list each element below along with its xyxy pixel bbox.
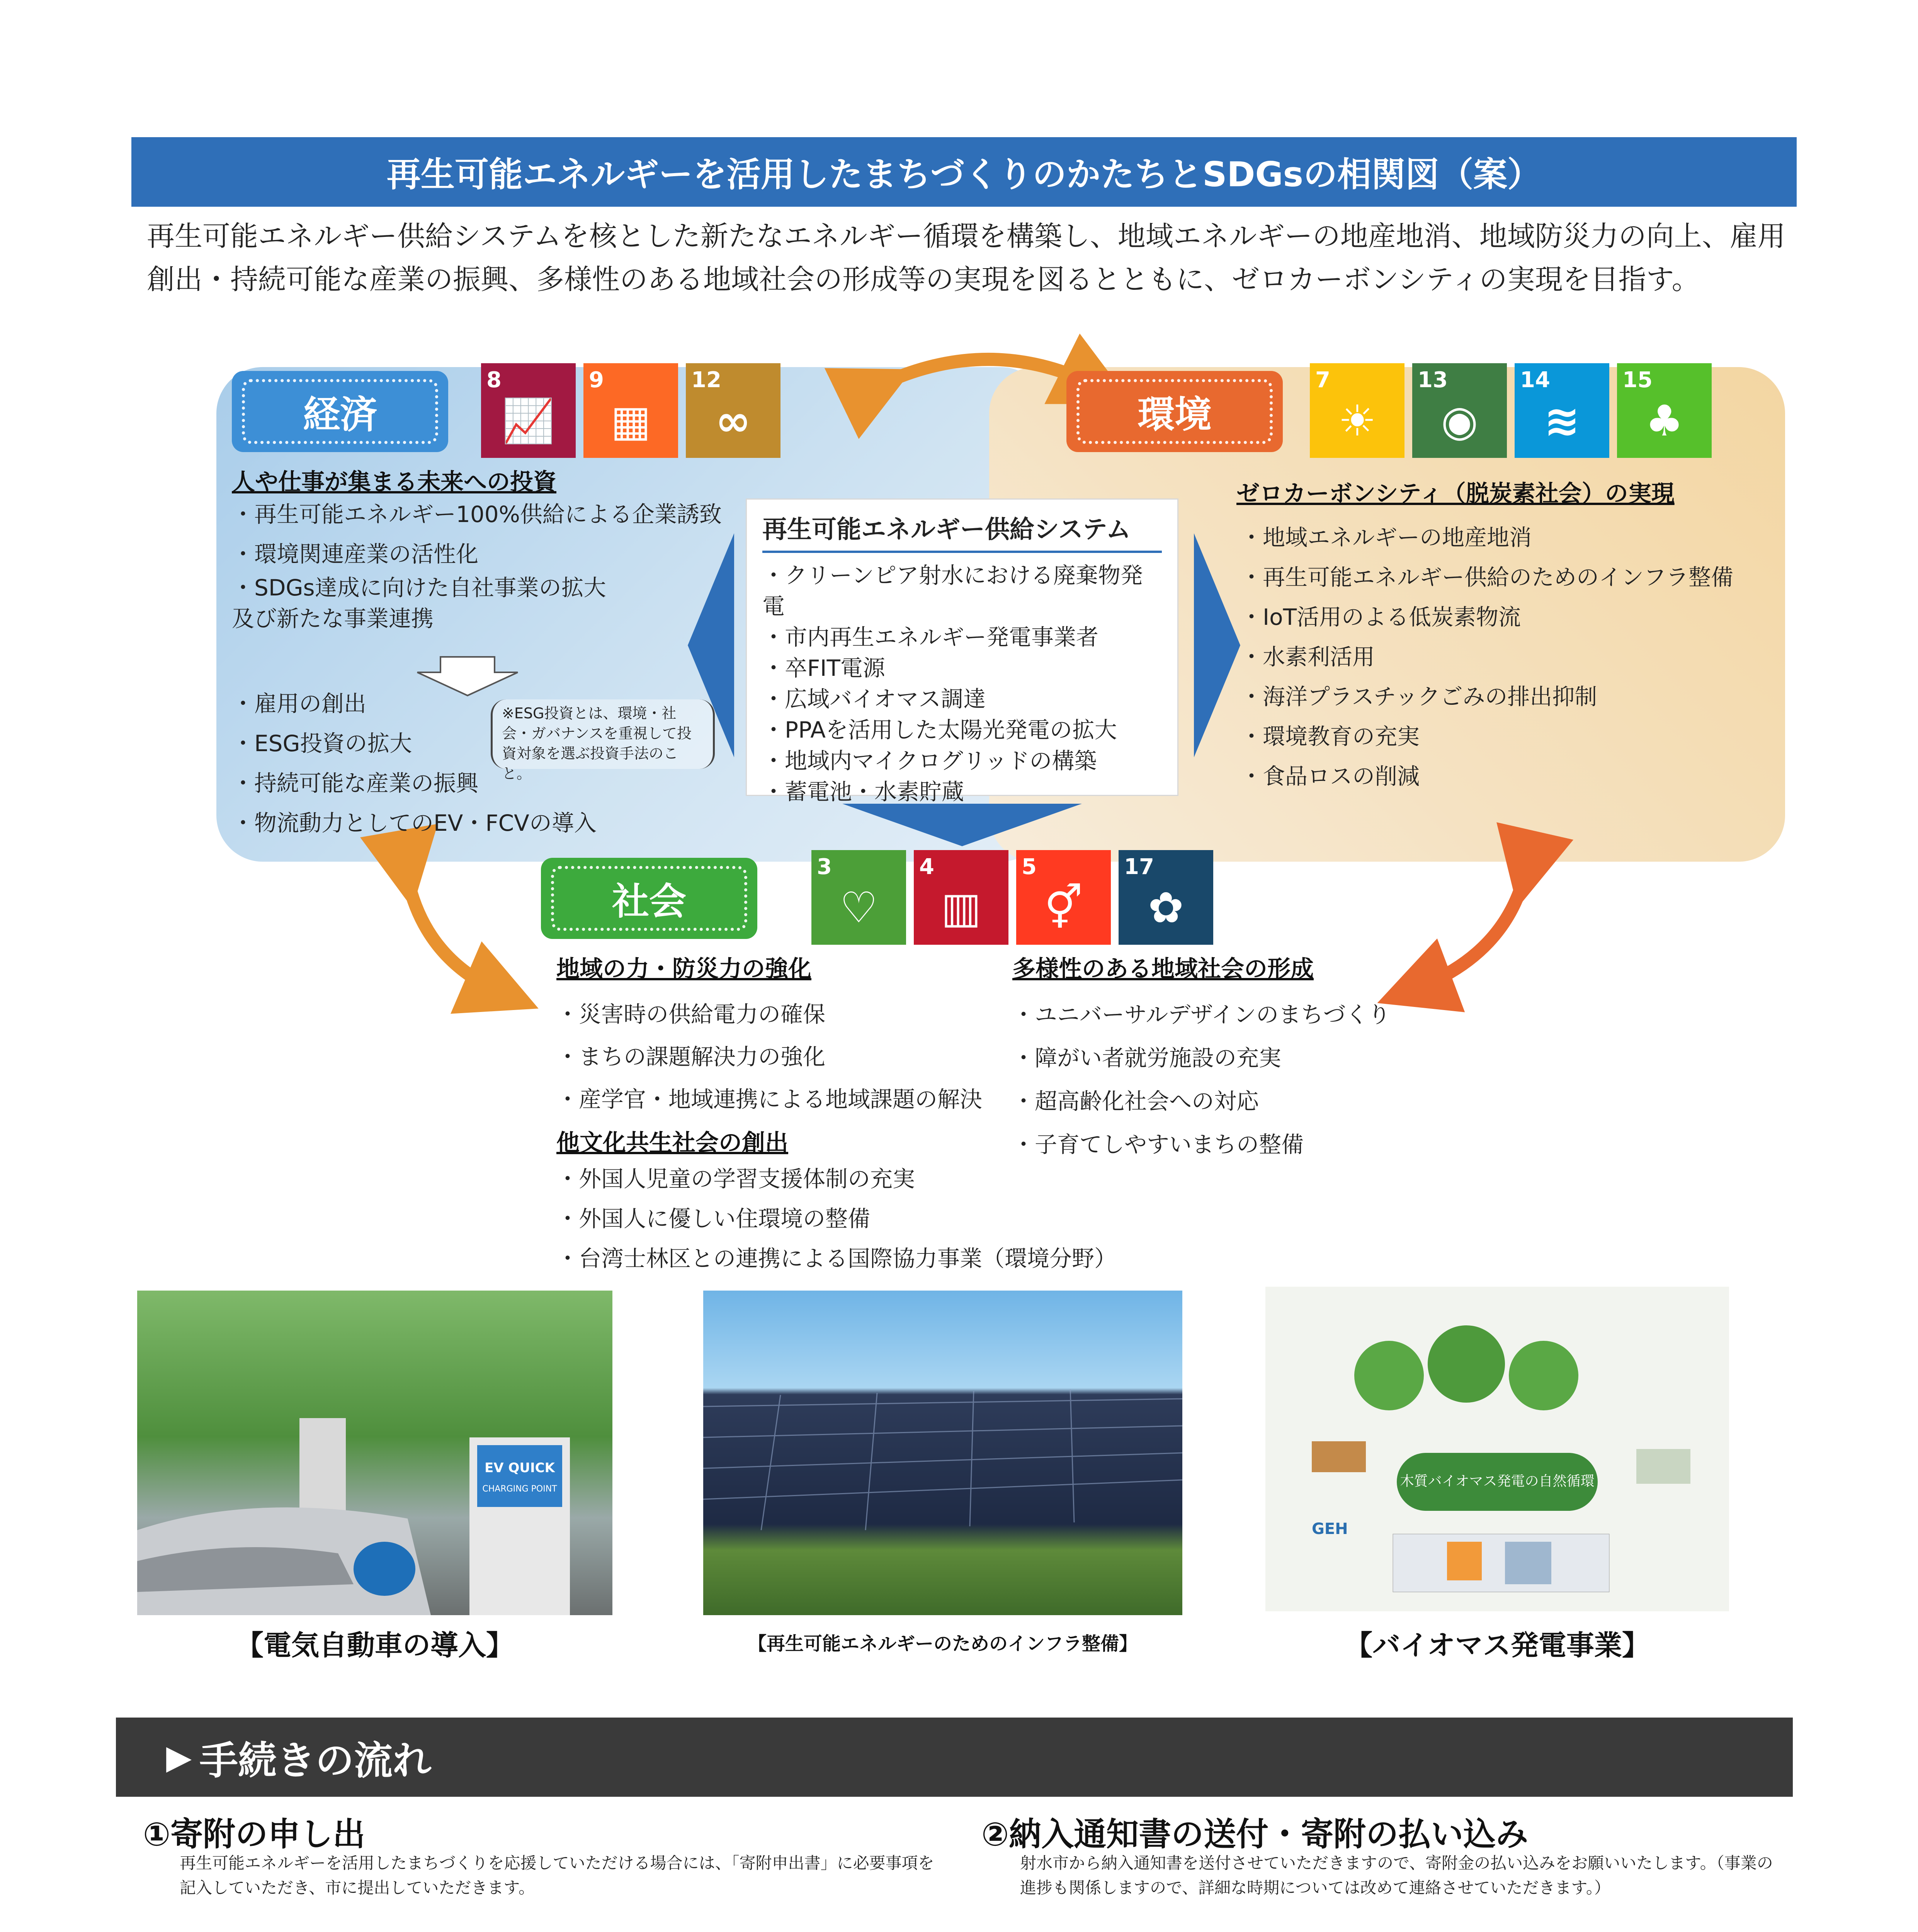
sdg-15-tile: 15 ♣ [1617, 363, 1712, 458]
procedure-header: ▶ 手続きの流れ [116, 1718, 1793, 1797]
society-list-3: ・ユニバーサルデザインのまちづくり ・障がい者就労施設の充実 ・超高齢化社会への対応 ・子育てしやすいまちの整備 [1012, 1002, 1391, 1158]
environment-heading: ゼロカーボンシティ（脱炭素社会）の実現 [1236, 480, 1675, 507]
sdg-9-tile: 9 ▦ [583, 363, 678, 458]
supply-system-box [746, 498, 1178, 805]
economy-tag: 経済 [232, 371, 448, 452]
economy-list-1: ・再生可能エネルギー100%供給による企業誘致 ・環境関連産業の活性化 ・SDGs達成に向けた自社事業の拡大 及び新たな事業連携 [232, 501, 722, 632]
step-2-title: ②納入通知書の送付・寄附の払い込み [981, 1815, 1529, 1853]
ev-sign-text: EV QUICK [485, 1460, 555, 1476]
economy-heading: 人や仕事が集まる未来への投資 [232, 469, 556, 496]
ev-illustration [137, 1291, 612, 1615]
biomass-diagram [1265, 1287, 1729, 1611]
esg-note: ※ESG投資とは、環境・社会・ガバナンスを重視して投資対象を選ぶ投資手法のこと。 [491, 699, 715, 769]
society-list-1: ・災害時の供給電力の確保 ・まちの課題解決力の強化 ・産学官・地域連携による地域課題の解決 [556, 1001, 983, 1112]
ev-sign-sub: CHARGING POINT [482, 1484, 557, 1494]
solar-photo [703, 1291, 1182, 1615]
ev-caption: 【電気自動車の導入】 [235, 1629, 514, 1662]
infinity-icon: ∞ [715, 396, 751, 446]
book-icon: ▥ [941, 883, 981, 932]
right-chevron [1194, 533, 1240, 757]
supply-system-list: ・クリーンピア射水における廃棄物発電 ・市内再生エネルギー発電事業者 ・卒FIT電源 ・広域バイオマス調達 ・PPAを活用した太陽光発電の拡大 ・地域内マイクログリッドの構築 ・蓄電池・水素貯蔵 [762, 562, 1143, 805]
sdg-7-tile: 7 ☀ [1310, 363, 1404, 458]
biomass-illustration [1265, 1287, 1729, 1611]
sdg-13-tile: 13 ◉ [1412, 363, 1507, 458]
sun-icon: ☀ [1338, 396, 1376, 446]
environment-tag: 環境 [1066, 371, 1283, 452]
sdg-14-tile: 14 ≋ [1515, 363, 1609, 458]
page-title: 再生可能エネルギーを活用したまちづくりのかたちとSDGsの相関図（案） [131, 137, 1797, 207]
step-2-text: 射水市から納入通知書を送付させていただきますので、寄附金の払い込みをお願いいたします。（事業の進捗も関係しますので、詳細な時期については改めて連絡させていただきます。） [1020, 1854, 1773, 1897]
eye-icon: ◉ [1441, 396, 1478, 446]
society-heading-1: 地域の力・防災力の強化 [556, 956, 811, 983]
step-3-title [143, 1928, 787, 1932]
society-list-2: ・外国人児童の学習支援体制の充実 ・外国人に優しい住環境の整備 ・台湾士林区との連携による国際協力事業（環境分野） [556, 1166, 1117, 1272]
solar-panels-illustration [703, 1291, 1182, 1615]
sdg-17-tile: 17 ✿ [1119, 850, 1213, 945]
biomass-caption: 【バイオマス発電事業】 [1345, 1629, 1650, 1662]
step-4-title [981, 1928, 1268, 1932]
economy-list-2: ・雇用の創出 ・ESG投資の拡大 ・持続可能な産業の振興 ・物流動力としてのEV・FCVの導入 [232, 690, 597, 836]
triangle-right-icon: ▶ [166, 1738, 192, 1777]
economy-environment-arrow [877, 359, 1097, 386]
biomass-logo: GEH [1312, 1520, 1348, 1538]
fish-icon: ≋ [1544, 396, 1580, 446]
society-heading-2: 他文化共生社会の創出 [556, 1129, 788, 1156]
heartbeat-icon: ♡ [840, 883, 878, 932]
flower-icon: ✿ [1148, 883, 1184, 932]
sdg-4-tile: 4 ▥ [914, 850, 1008, 945]
society-heading-3: 多様性のある地域社会の形成 [1012, 956, 1314, 983]
solar-caption: 【再生可能エネルギーのためのインフラ整備】 [748, 1633, 1138, 1655]
supply-system-title: 再生可能エネルギー供給システム [762, 510, 1162, 553]
ev-photo [137, 1291, 612, 1615]
step-1-title: ①寄附の申し出 [143, 1815, 366, 1853]
intro-text: 再生可能エネルギー供給システムを核とした新たなエネルギー循環を構築し、地域エネルギーの地産地消、地域防災力の向上、雇用創出・持続可能な産業の振興、多様性のある地域社会の形成等の実現を図るとともに、ゼロカーボンシティの実現を目指す。 [147, 220, 1785, 296]
sdg-5-tile: 5 ⚥ [1016, 850, 1111, 945]
biomass-center-label: 木質バイオマス発電の自然循環 [1400, 1473, 1595, 1489]
economy-society-arrow [406, 869, 502, 993]
environment-society-arrow [1414, 869, 1526, 989]
society-tag: 社会 [541, 858, 757, 939]
step-1-text: 再生可能エネルギーを活用したまちづくりを応援していただける場合には、「寄附申出書」に必要事項を記入していただき、市に提出していただきます。 [180, 1854, 934, 1897]
bottom-chevron [842, 804, 1082, 846]
gender-icon: ⚥ [1044, 883, 1083, 932]
chart-icon: 📈 [502, 396, 555, 446]
environment-list: ・地域エネルギーの地産地消 ・再生可能エネルギー供給のためのインフラ整備 ・IoT活用のよる低炭素物流 ・水素利活用 ・海洋プラスチックごみの排出抑制 ・環境教育の充実 ・食品ロスの削減 [1240, 524, 1734, 789]
tree-icon: ♣ [1645, 396, 1683, 446]
cubes-icon: ▦ [610, 396, 651, 446]
sdg-8-tile: 8 📈 [481, 363, 576, 458]
sdg-3-tile: 3 ♡ [811, 850, 906, 945]
sdg-12-tile: 12 ∞ [686, 363, 780, 458]
